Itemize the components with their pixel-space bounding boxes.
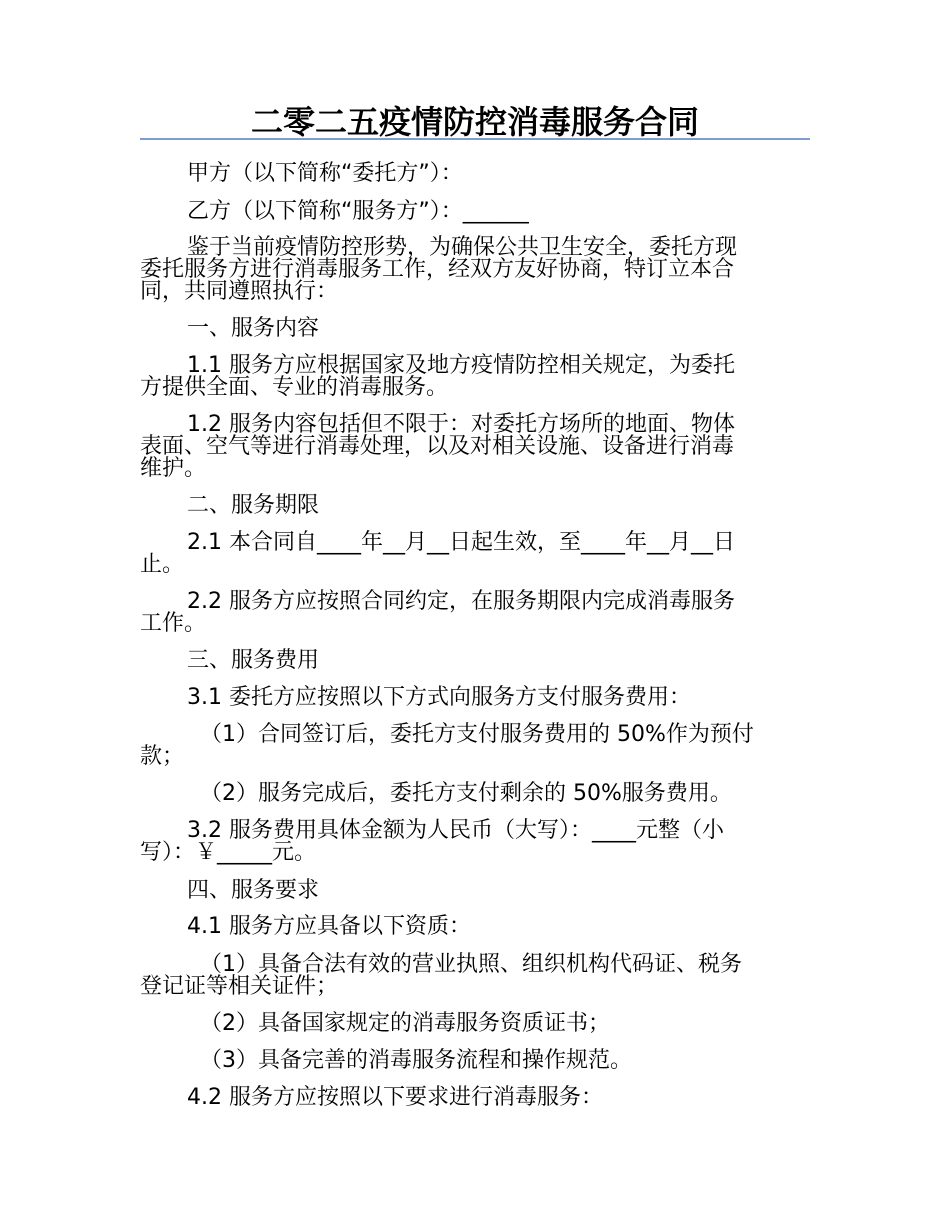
section-heading [140,880,810,902]
text-line: 二、服务期限 [187,493,320,518]
text-line: （2）服务完成后，委托方支付剩余的 50%服务费用。 [200,781,732,806]
text-line: 三、服务费用 [187,648,320,673]
text-line: （1）合同签订后，委托方支付服务费用的 50%作为预付 [200,722,754,747]
clause-paragraph [140,591,810,635]
text-line: 登记证等相关证件； [140,974,339,999]
text-line: 1.1 服务方应根据国家及地方疫情防控相关规定，为委托 [187,353,735,378]
text-line: 止。 [140,552,185,577]
text-line: 写）：￥_____元。 [140,840,317,865]
sub-item-paragraph [140,1013,810,1035]
clause-paragraph [140,355,810,399]
text-line: 表面、空气等进行消毒处理，以及对相关设施、设备进行消毒 [140,434,735,459]
section-heading [140,318,810,340]
text-line: 四、服务要求 [187,878,320,903]
document-title: 二零二五疫情防控消毒服务合同 [250,103,699,141]
title-underline [140,138,810,140]
clause-paragraph [140,687,810,709]
section-heading [140,650,810,672]
clause-paragraph [140,414,810,480]
text-line: 1.2 服务内容包括但不限于：对委托方场所的地面、物体 [187,412,735,437]
text-line: 一、服务内容 [187,316,320,341]
clause-paragraph [140,1087,810,1109]
text-line: 款； [140,744,185,769]
text-line: 乙方（以下简称“服务方”）：______ [187,199,529,224]
text-line: 3.1 委托方应按照以下方式向服务方支付服务费用： [187,685,691,710]
sub-item-paragraph [140,724,810,768]
text-line: 2.2 服务方应按照合同约定，在服务期限内完成消毒服务 [187,589,735,614]
text-line: 方提供全面、专业的消毒服务。 [140,375,449,400]
clause-paragraph [140,820,810,864]
sub-item-paragraph [140,1050,810,1072]
clause-paragraph [140,916,810,938]
text-line: 4.2 服务方应按照以下要求进行消毒服务： [187,1085,603,1110]
text-line: 维护。 [140,456,207,481]
text-line: 3.2 服务费用具体金额为人民币（大写）：____元整（小 [187,818,724,843]
preamble-paragraph [140,237,810,303]
text-line: （2）具备国家规定的消毒服务资质证书； [200,1011,610,1036]
text-line: 鉴于当前疫情防控形势，为确保公共卫生安全，委托方现 [187,235,738,260]
text-line: 甲方（以下简称“委托方”）： [187,161,463,186]
text-line: 2.1 本合同自____年__月__日起生效，至____年__月__日 [187,530,735,555]
text-line: 委托服务方进行消毒服务工作，经双方友好协商，特订立本合 [140,257,735,282]
text-line: 同，共同遵照执行： [140,279,339,304]
text-line: 工作。 [140,611,207,636]
party-b-line [140,201,810,223]
sub-item-paragraph [140,954,810,998]
section-heading [140,495,810,517]
text-line: 4.1 服务方应具备以下资质： [187,914,471,939]
text-line: （3）具备完善的消毒服务流程和操作规范。 [200,1048,632,1073]
sub-item-paragraph [140,783,810,805]
party-a-line [140,163,810,185]
text-line: （1）具备合法有效的营业执照、组织机构代码证、税务 [200,952,742,977]
clause-paragraph [140,532,810,576]
